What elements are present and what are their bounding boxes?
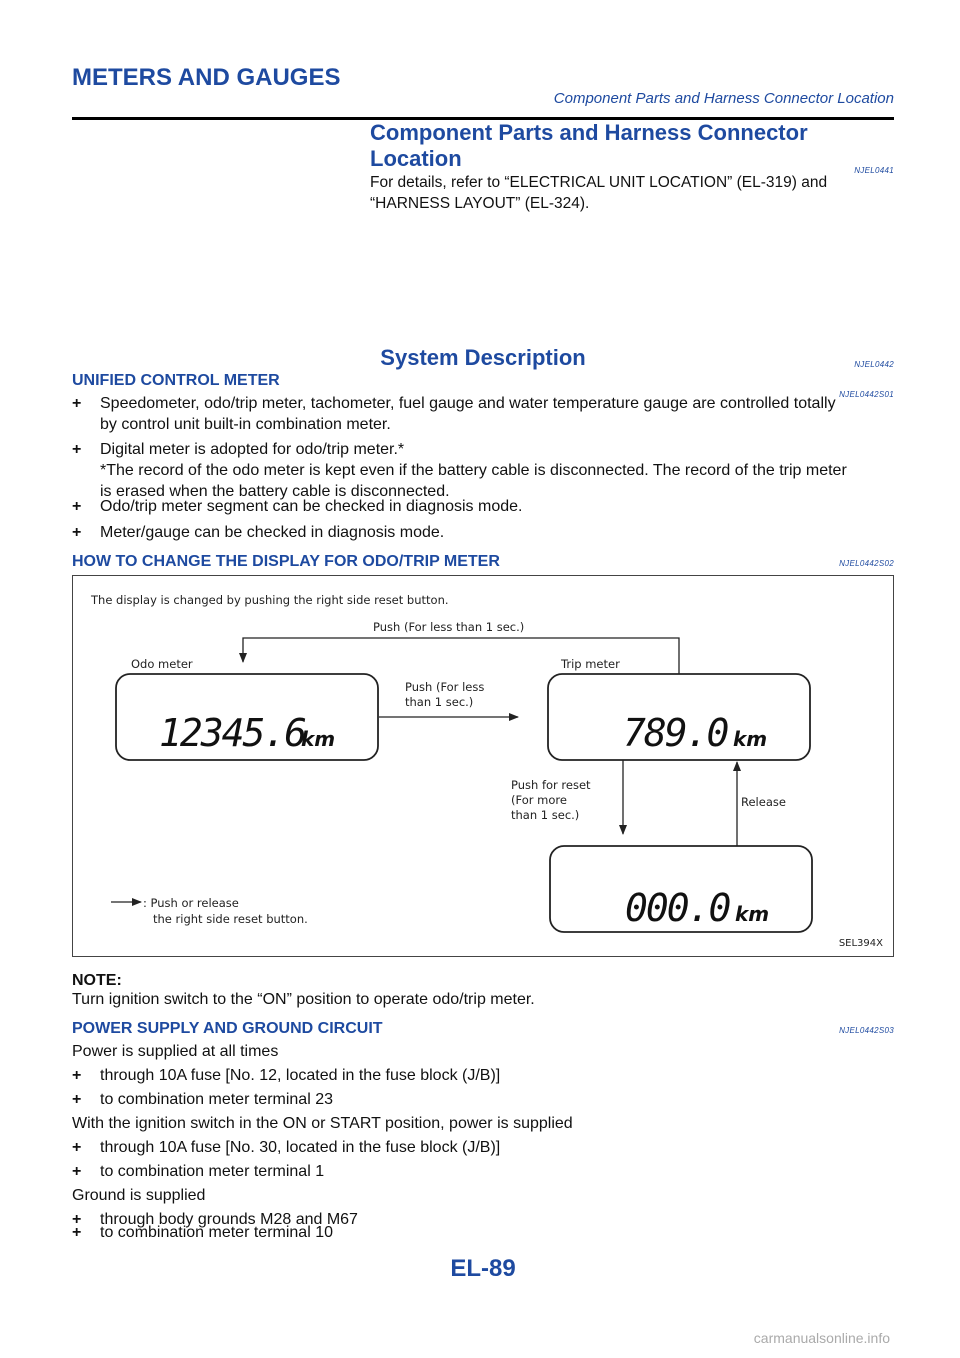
- note-label: NOTE:: [72, 972, 122, 989]
- figure-caption: The display is changed by pushing the right side reset button.: [91, 593, 449, 607]
- odo-trip-figure: [72, 575, 894, 957]
- component-title-line1: Component Parts and Harness Connector: [370, 120, 808, 145]
- power-p3: Ground is supplied: [72, 1187, 206, 1204]
- figure-id: SEL394X: [838, 938, 883, 949]
- component-text-line1: For details, refer to “ELECTRICAL UNIT LOCATION” (EL-319) and: [370, 174, 828, 191]
- bullet-mark: +: [72, 1067, 82, 1084]
- power-p3-bullet-2: [72, 1222, 894, 1243]
- push-top-label: Push (For less than 1 sec.): [373, 620, 525, 634]
- howto-heading: [72, 553, 894, 571]
- page-header: [72, 64, 894, 108]
- bullet-4-text: Meter/gauge can be checked in diagnosis mode.: [100, 524, 445, 541]
- trip-unit: km: [733, 727, 768, 751]
- push-mid-line2: than 1 sec.): [405, 695, 474, 709]
- unified-code: NJEL0442S01: [839, 390, 894, 399]
- power-p1-bullet-1: [72, 1065, 894, 1086]
- odo-unit: km: [301, 727, 336, 751]
- trip-value: 789.0: [623, 711, 728, 755]
- howto-heading-text: HOW TO CHANGE THE DISPLAY FOR ODO/TRIP METER: [72, 553, 500, 570]
- bullet-mark: +: [72, 1139, 82, 1156]
- power-p2-bullet-2-text: to combination meter terminal 1: [100, 1163, 325, 1180]
- power-p1: Power is supplied at all times: [72, 1043, 279, 1060]
- component-title-row2: [370, 146, 894, 175]
- bullet-mark: +: [72, 395, 82, 412]
- odo-value: 12345.6: [159, 711, 306, 755]
- system-code: NJEL0442: [854, 360, 894, 369]
- power-p3-bullet-2-text: to combination meter terminal 10: [100, 1224, 333, 1241]
- bullet-1-line2: by control unit built-in combination meter.: [100, 416, 391, 433]
- odo-trip-diagram: [73, 576, 893, 956]
- bullet-3-text: Odo/trip meter segment can be checked in diagnosis mode.: [100, 498, 523, 515]
- odo-label: Odo meter: [131, 657, 193, 671]
- unified-bullet-1: [72, 393, 894, 435]
- reset-line2: (For more: [511, 793, 567, 807]
- section-title: METERS AND GAUGES: [72, 64, 341, 91]
- unified-bullet-2: [72, 439, 894, 502]
- power-p1-bullet-2-text: to combination meter terminal 23: [100, 1091, 333, 1108]
- trip-label: Trip meter: [561, 657, 620, 671]
- component-code: NJEL0441: [854, 166, 894, 175]
- bullet-mark: +: [72, 441, 82, 458]
- component-text-line2: “HARNESS LAYOUT” (EL-324).: [370, 195, 590, 212]
- system-title: System Description: [380, 345, 586, 370]
- component-title-line2: Location: [370, 146, 462, 171]
- bullet-mark: +: [72, 1211, 82, 1228]
- power-heading: [72, 1020, 894, 1038]
- unified-heading-text: UNIFIED CONTROL METER: [72, 372, 280, 389]
- bullet-mark: +: [72, 1224, 82, 1241]
- bullet-mark: +: [72, 524, 82, 541]
- legend-line2: the right side reset button.: [153, 912, 308, 926]
- reset-unit: km: [735, 902, 770, 926]
- bullet-mark: +: [72, 1163, 82, 1180]
- bullet-mark: +: [72, 1091, 82, 1108]
- note-text: Turn ignition switch to the “ON” position to operate odo/trip meter.: [72, 991, 535, 1008]
- howto-code: NJEL0442S02: [839, 559, 894, 568]
- reset-line1: Push for reset: [511, 778, 591, 792]
- power-p3-bullet-1-text: through body grounds M28 and M67: [100, 1211, 358, 1228]
- bullet-2-line3: is erased when the battery cable is disconnected.: [100, 483, 450, 500]
- unified-bullet-3: [72, 496, 894, 517]
- component-text: [370, 172, 894, 214]
- power-p2-bullet-1: [72, 1137, 894, 1158]
- power-p2-bullet-2: [72, 1161, 894, 1182]
- push-mid-line1: Push (For less: [405, 680, 485, 694]
- page-number: EL-89: [450, 1255, 516, 1282]
- reset-line3: than 1 sec.): [511, 808, 580, 822]
- bullet-1-line1: Speedometer, odo/trip meter, tachometer, fuel gauge and water temperature gauge are controlled totally: [100, 395, 836, 412]
- power-code: NJEL0442S03: [839, 1026, 894, 1035]
- power-heading-text: POWER SUPPLY AND GROUND CIRCUIT: [72, 1020, 383, 1037]
- legend-line1: : Push or release: [143, 896, 239, 910]
- power-p1-bullet-1-text: through 10A fuse [No. 12, located in the fuse block (J/B)]: [100, 1067, 501, 1084]
- watermark: carmanualsonline.info: [753, 1330, 890, 1346]
- release-label: Release: [741, 795, 786, 809]
- bullet-2-line1: Digital meter is adopted for odo/trip meter.*: [100, 441, 405, 458]
- unified-heading: [72, 372, 894, 399]
- power-p2-bullet-1-text: through 10A fuse [No. 30, located in the fuse block (J/B)]: [100, 1139, 501, 1156]
- bullet-mark: +: [72, 498, 82, 515]
- bullet-2-line2: *The record of the odo meter is kept even if the battery cable is disconnected. The record of the trip meter: [100, 462, 847, 479]
- power-p2: With the ignition switch in the ON or START position, power is supplied: [72, 1115, 573, 1132]
- reset-value: 000.0: [625, 886, 730, 930]
- section-subtitle: Component Parts and Harness Connector Location: [553, 90, 894, 107]
- power-p1-bullet-2: [72, 1089, 894, 1110]
- component-title: [370, 120, 894, 175]
- unified-bullet-4: [72, 522, 894, 543]
